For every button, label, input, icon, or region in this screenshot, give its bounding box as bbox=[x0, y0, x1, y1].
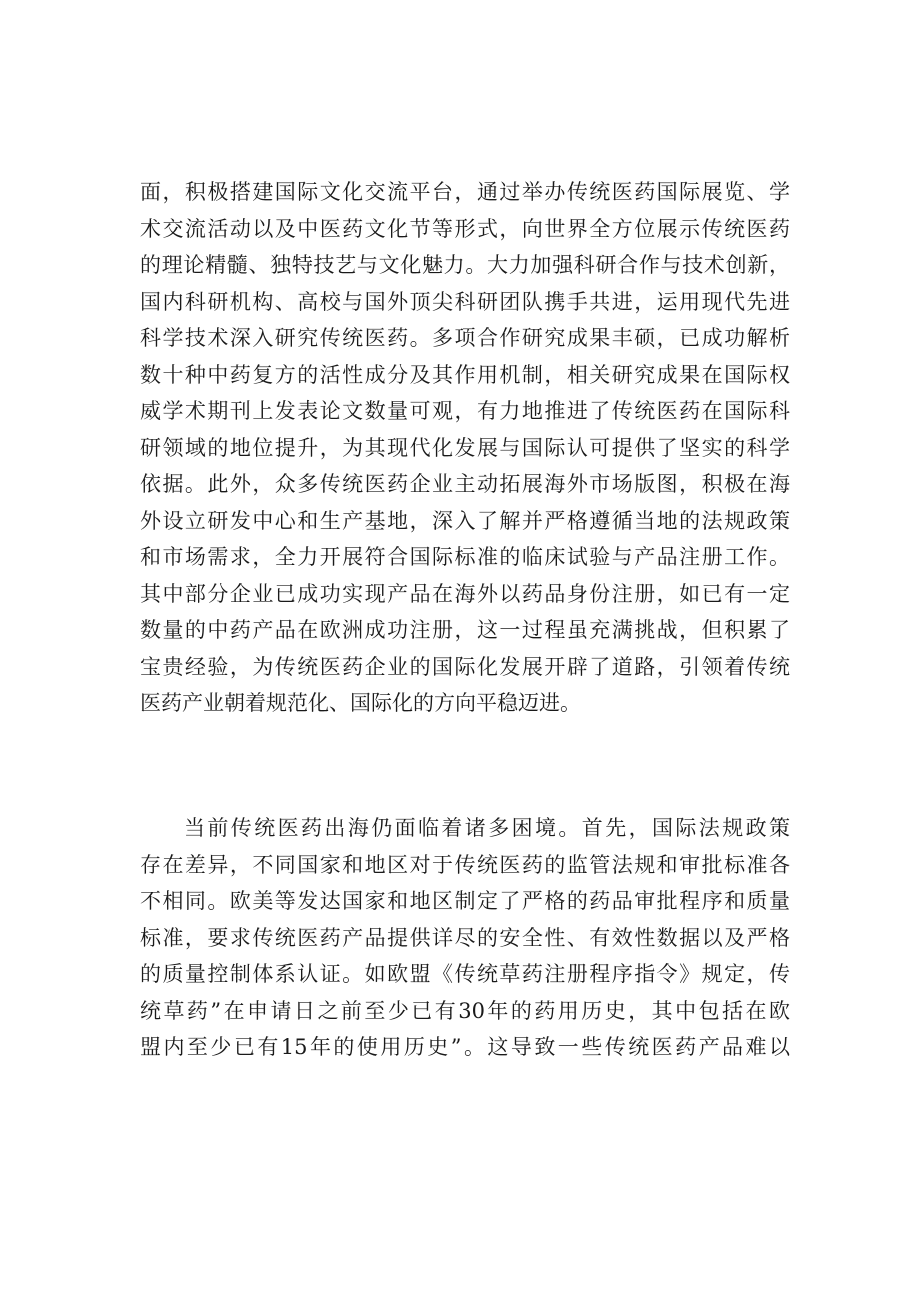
text-line: 不相同。欧美等发达国家和地区制定了严格的药品审批程序和质量 bbox=[140, 889, 790, 913]
text-line: 统草药”在申请日之前至少已有30年的药用历史，其中包括在欧 bbox=[140, 998, 790, 1023]
text-line: 其中部分企业已成功实现产品在海外以药品身份注册，如已有一定 bbox=[140, 581, 790, 606]
text-line: 依据。此外，众多传统医药企业主动拓展海外市场版图，积极在海 bbox=[140, 472, 790, 496]
text-line: 和市场需求，全力开展符合国际标准的临床试验与产品注册工作。 bbox=[140, 545, 790, 569]
text-line: 威学术期刊上发表论文数量可观，有力地推进了传统医药在国际科 bbox=[140, 399, 790, 423]
text-line: 的质量控制体系认证。如欧盟《传统草药注册程序指令》规定，传 bbox=[140, 962, 790, 986]
text-line: 盟内至少已有15年的使用历史”。这导致一些传统医药产品难以 bbox=[140, 1035, 790, 1059]
text-line: 宝贵经验，为传统医药企业的国际化发展开辟了道路，引领着传统 bbox=[140, 654, 790, 679]
paragraph-1 bbox=[140, 174, 790, 722]
text-line: 存在差异，不同国家和地区对于传统医药的监管法规和审批标准各 bbox=[140, 852, 790, 877]
text-line: 医药产业朝着规范化、国际化的方向平稳迈进。 bbox=[140, 691, 581, 715]
text-line: 的理论精髓、独特技艺与文化魅力。大力加强科研合作与技术创新， bbox=[140, 253, 790, 277]
text-line: 科学技术深入研究传统医药。多项合作研究成果丰硕，已成功解析 bbox=[140, 326, 790, 350]
text-line: 面，积极搭建国际文化交流平台，通过举办传统医药国际展览、学 bbox=[140, 180, 790, 204]
text-line: 当前传统医药出海仍面临着诸多困境。首先，国际法规政策 bbox=[184, 816, 790, 840]
text-line: 国内科研机构、高校与国外顶尖科研团队携手共进，运用现代先进 bbox=[140, 289, 790, 314]
text-line: 研领域的地位提升，为其现代化发展与国际认可提供了坚实的科学 bbox=[140, 435, 790, 460]
text-line: 术交流活动以及中医药文化节等形式，向世界全方位展示传统医药 bbox=[140, 216, 790, 241]
paragraph-2 bbox=[140, 810, 790, 1066]
text-line: 标准，要求传统医药产品提供详尽的安全性、有效性数据以及严格 bbox=[140, 925, 790, 950]
text-line: 数量的中药产品在欧洲成功注册，这一过程虽充满挑战，但积累了 bbox=[140, 618, 790, 642]
text-line: 外设立研发中心和生产基地，深入了解并严格遵循当地的法规政策 bbox=[140, 508, 790, 533]
text-line: 数十种中药复方的活性成分及其作用机制，相关研究成果在国际权 bbox=[140, 362, 790, 387]
